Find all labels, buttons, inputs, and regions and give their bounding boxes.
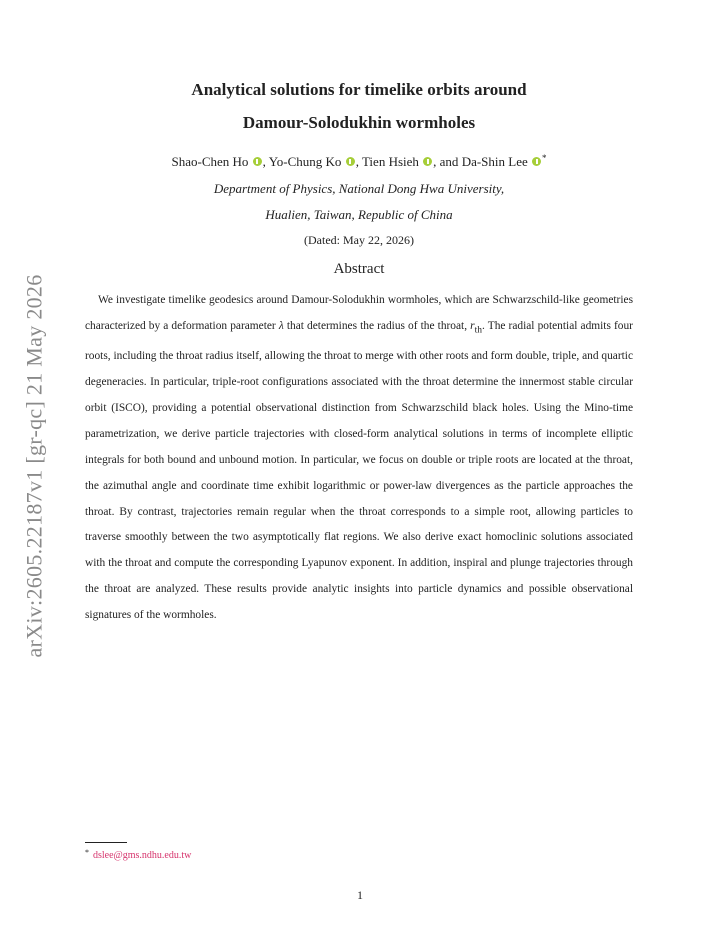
footnote [85,848,191,861]
arxiv-identifier-stamp [18,260,52,672]
author-name: Yo-Chung Ko [268,154,342,169]
orcid-icon[interactable] [423,157,432,166]
paper-title-line-2: Damour-Solodukhin wormholes [242,113,476,132]
affiliation-line-1: Department of Physics, National Dong Hwa University, [213,181,505,196]
dated-line: (Dated: May 22, 2026) [304,233,414,247]
footnote-marker: * [85,848,89,857]
paper-title-line-1: Analytical solutions for timelike orbits around [191,80,527,99]
abstract-heading: Abstract [333,261,385,277]
arxiv-identifier-text: arXiv:2605.22187v1 [gr-qc] 21 May 2026 [22,274,47,658]
throat-radius-symbol: r [470,319,475,332]
orcid-icon[interactable] [253,157,262,166]
orcid-icon[interactable] [346,157,355,166]
author-list: Shao-Chen Ho , Yo-Chung Ko , Tien Hsieh , and Da-Shin Lee * [171,153,547,169]
footnote-rule [85,842,127,843]
abstract-body: We investigate timelike geodesics around Damour-Solodukhin wormholes, which are Schwarzschild-like geometries characterized by a deformation parameter λ that determines the radius of the throat, $r_{th}$. The radial potential admits four roots, including the throat radius itself, allowing the throat to merge with other roots and form double, triple, and quartic degeneracies. In particular, triple-root configurations associated with the throat determine the innermost stable circular orbit (ISCO), providing a potential observational distinction from Schwarzschild black holes. Using the Mino-time parametrization, we derive particle trajectories with closed-form analytical solutions in terms of incomplete elliptic integrals for both bound and unbound motion. In particular, we focus on double or triple roots are located at the throat, the azimuthal angle and coordinate time exhibit logarithmic or power-law divergences as the particle approaches the throat. By contrast, trajectories remain regular when the throat corresponds to a simple root, allowing particles to traverse smoothly between the two asymptotically flat regions. We also derive exact homoclinic solutions associated with the throat and compute the corresponding Lyapunov exponent. In addition, inspiral and plunge trajectories through the throat are analyzed. These results provide analytic insights into particle dynamics and possible observational signatures of the wormholes. [85,294,633,622]
page-number: 1 [357,888,363,902]
affiliation-line-2: Hualien, Taiwan, Republic of China [265,207,453,222]
orcid-icon[interactable] [532,157,541,166]
lambda-symbol: λ [278,319,284,332]
author-name: Tien Hsieh [361,154,419,169]
email-link[interactable]: dslee@gms.ndhu.edu.tw [93,850,192,861]
author-name: Shao-Chen Ho [171,154,249,169]
author-name: Da-Shin Lee [461,154,528,169]
throat-radius-subscript: th [474,325,482,336]
corresponding-author-marker: * [542,153,547,163]
